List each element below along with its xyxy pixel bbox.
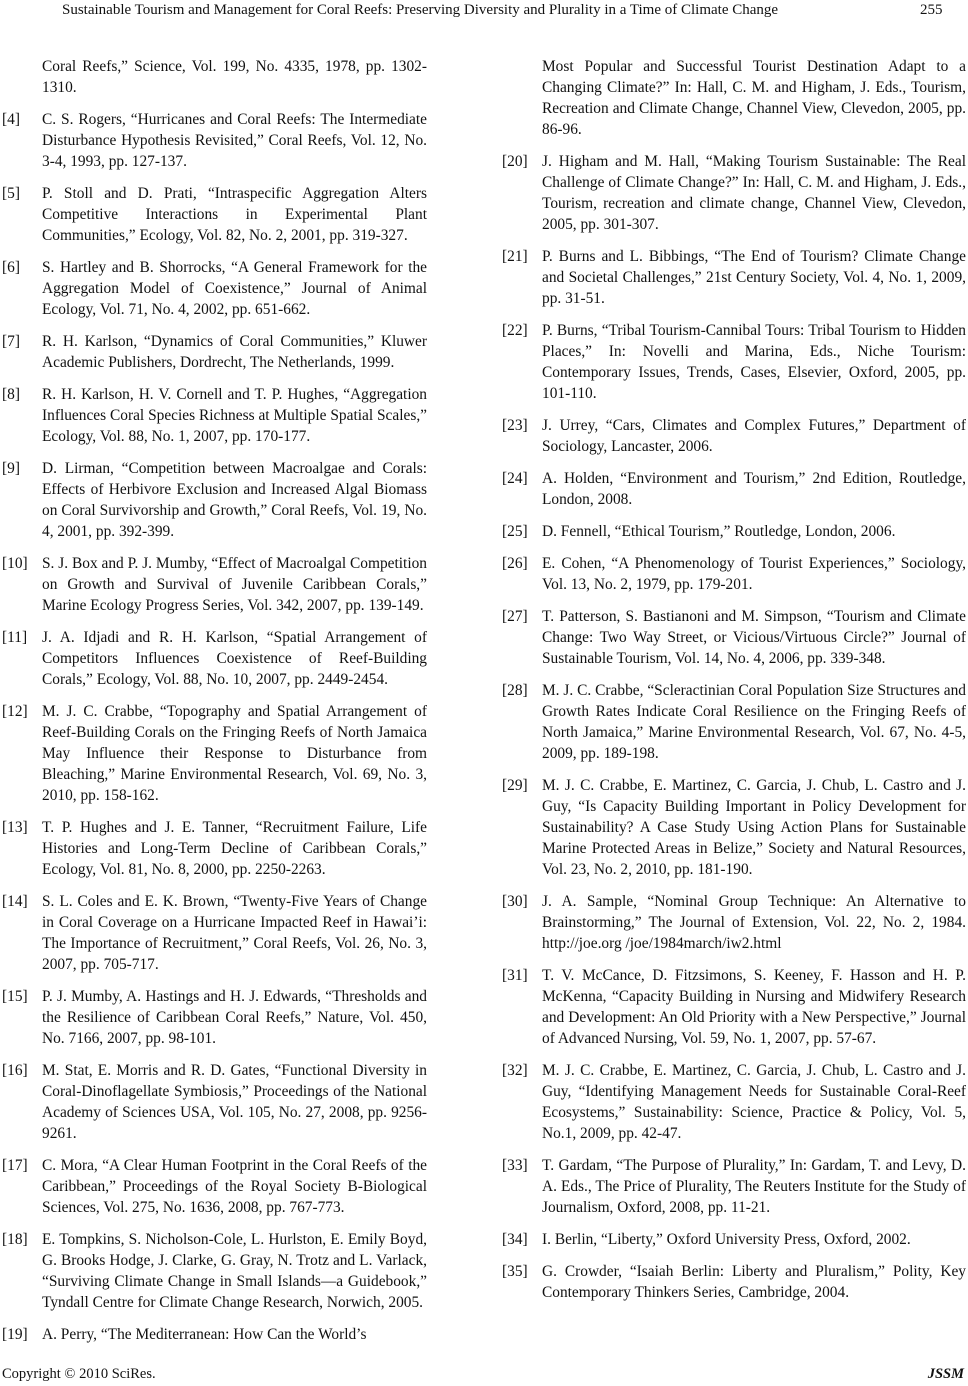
reference-item: [18] E. Tompkins, S. Nicholson-Cole, L. Hurlston, E. Emily Boyd, G. Brooks Hodge, J. Clarke, G. Gray, N. Trotz and L. Varlack, “Surviving Climate Change in Small Islands―a Guidebook,” Tyndall Centre for Climate Change Research, Norwich, 2005.: [2, 1231, 427, 1311]
reference-item: [24] A. Holden, “Environment and Tourism,” 2nd Edition, Routledge, London, 2008.: [502, 470, 966, 508]
reference-item: [28] M. J. C. Crabbe, “Scleractinian Coral Population Size Structures and Growth Rates Indicate Coral Resilience on the Fringing Reefs of North Jamaica,” Marine Environmental Research, Vol. 67, No. 4-5, 2009, pp. 189-198.: [502, 682, 966, 762]
reference-item: [16] M. Stat, E. Morris and R. D. Gates, “Functional Diversity in Coral-Dinoflagellate Symbiosis,” Proceedings of the National Academy of Sciences USA, Vol. 105, No. 27, 2008, pp. 9256-9261.: [2, 1062, 427, 1142]
reference-item: [5] P. Stoll and D. Prati, “Intraspecific Aggregation Alters Competitive Interactions in Experimental Plant Communities,” Ecology, Vol. 82, No. 2, 2001, pp. 319-327.: [2, 185, 427, 244]
reference-item: [9] D. Lirman, “Competition between Macroalgae and Corals: Effects of Herbivore Exclusion and Increased Algal Biomass on Coral Survivorship and Growth,” Coral Reefs, Vol. 19, No. 4, 2001, pp. 392-399.: [2, 460, 427, 540]
reference-item: [8] R. H. Karlson, H. V. Cornell and T. P. Hughes, “Aggregation Influences Coral Species Richness at Multiple Spatial Scales,” Ecology, Vol. 88, No. 1, 2007, pp. 170-177.: [2, 386, 427, 445]
reference-item: [15] P. J. Mumby, A. Hastings and H. J. Edwards, “Thresholds and the Resilience of Caribbean Coral Reefs,” Nature, Vol. 450, No. 7166, 2007, pp. 98-101.: [2, 988, 427, 1047]
reference-item: [34] I. Berlin, “Liberty,” Oxford University Press, Oxford, 2002.: [502, 1231, 911, 1248]
page-number: 255: [920, 2, 943, 18]
reference-item: [22] P. Burns, “Tribal Tourism-Cannibal Tours: Tribal Tourism to Hidden Places,” In: Novelli and Marina, Eds., Niche Tourism: Contemporary Issues, Trends, Cases, Elsevier, Oxford, 2005, pp. 101-110.: [502, 322, 966, 402]
reference-item: [32] M. J. C. Crabbe, E. Martinez, C. Garcia, J. Chub, L. Castro and J. Guy, “Identifying Management Needs for Sustainable Coral-Reef Ecosystems,” Sustainability: Science, Practice & Policy, Vol. 5, No.1, 2009, pp. 42-47.: [502, 1062, 966, 1142]
reference-item: [21] P. Burns and L. Bibbings, “The End of Tourism? Climate Change and Societal Challenges,” 21st Century Society, Vol. 4, No. 1, 2009, pp. 31-51.: [502, 248, 966, 307]
reference-item: [27] T. Patterson, S. Bastianoni and M. Simpson, “Tourism and Climate Change: Two Way Street, or Vicious/Virtuous Circle?” Journal of Sustainable Tourism, Vol. 14, No. 4, 2006, pp. 339-348.: [502, 608, 966, 667]
reference-item: [13] T. P. Hughes and J. E. Tanner, “Recruitment Failure, Life Histories and Long-Term Decline of Caribbean Corals,” Ecology, Vol. 81, No. 8, 2000, pp. 2250-2263.: [2, 819, 427, 878]
reference-item: [29] M. J. C. Crabbe, E. Martinez, C. Garcia, J. Chub, L. Castro and J. Guy, “Is Capacity Building Important in Policy Development for Sustainability? A Case Study Using Action Plans for Sustainable Marine Protected Areas in Belize,” Society and Natural Resources, Vol. 23, No. 2, 2010, pp. 181-190.: [502, 777, 966, 878]
reference-item: [7] R. H. Karlson, “Dynamics of Coral Communities,” Kluwer Academic Publishers, Dordrecht, The Netherlands, 1999.: [2, 333, 427, 371]
reference-item: [12] M. J. C. Crabbe, “Topography and Spatial Arrangement of Reef-Building Corals on the Fringing Reefs of North Jamaica May Influence their Response to Disturbance from Bleaching,” Marine Environmental Research, Vol. 69, No. 3, 2010, pp. 158-162.: [2, 703, 427, 804]
reference-item: [30] J. A. Sample, “Nominal Group Technique: An Alternative to Brainstorming,” The Journal of Extension, Vol. 22, No. 2, 1984. http://joe.org /joe/1984march/iw2.html: [502, 893, 966, 952]
reference-item: [10] S. J. Box and P. J. Mumby, “Effect of Macroalgal Competition on Growth and Survival of Juvenile Caribbean Corals,” Marine Ecology Progress Series, Vol. 342, 2007, pp. 139-149.: [2, 555, 427, 614]
reference-item: [25] D. Fennell, “Ethical Tourism,” Routledge, London, 2006.: [502, 523, 896, 540]
reference-item: Coral Reefs,” Science, Vol. 199, No. 4335, 1978, pp. 1302-1310.: [42, 58, 427, 96]
reference-item: [33] T. Gardam, “The Purpose of Plurality,” In: Gardam, T. and Levy, D. A. Eds., The Price of Plurality, The Reuters Institute for the Study of Journalism, Oxford, 2008, pp. 11-21.: [502, 1157, 966, 1216]
running-title: Sustainable Tourism and Management for Coral Reefs: Preserving Diversity and Plurality in a Time of Climate Change: [62, 2, 779, 18]
reference-item: [17] C. Mora, “A Clear Human Footprint in the Coral Reefs of the Caribbean,” Proceedings of the Royal Society B-Biological Sciences, Vol. 275, No. 1636, 2008, pp. 767-773.: [2, 1157, 427, 1216]
reference-item: [14] S. L. Coles and E. K. Brown, “Twenty-Five Years of Change in Coral Coverage on a Hurricane Impacted Reef in Hawai’i: The Importance of Recruitment,” Coral Reefs, Vol. 26, No. 3, 2007, pp. 705-717.: [2, 893, 427, 973]
reference-item: [4] C. S. Rogers, “Hurricanes and Coral Reefs: The Intermediate Disturbance Hypothesis Revisited,” Coral Reefs, Vol. 12, No. 3-4, 1993, pp. 127-137.: [2, 111, 427, 170]
reference-item: [35] G. Crowder, “Isaiah Berlin: Liberty and Pluralism,” Polity, Key Contemporary Thinkers Series, Cambridge, 2004.: [502, 1263, 966, 1301]
reference-item: [31] T. V. McCance, D. Fitzsimons, S. Keeney, F. Hasson and H. P. McKenna, “Capacity Building in Nursing and Midwifery Research and Development: An Old Priority with a New Perspective,” Journal of Advanced Nursing, Vol. 59, No. 1, 2007, pp. 57-67.: [502, 967, 966, 1047]
reference-item: Most Popular and Successful Tourist Destination Adapt to a Changing Climate?” In: Hall, C. M. and Higham, J. Eds., Tourism, Recreation and Climate Change, Channel View, Clevedon, 2005, pp. 86-96.: [542, 58, 966, 138]
copyright-notice: Copyright © 2010 SciRes.: [2, 1366, 156, 1382]
running-header: [0, 0, 968, 28]
reference-item: [11] J. A. Idjadi and R. H. Karlson, “Spatial Arrangement of Competitors Influences Coexistence of Reef-Building Corals,” Ecology, Vol. 88, No. 10, 2007, pp. 2449-2454.: [2, 629, 427, 688]
references-left-column: [2, 56, 427, 1356]
reference-item: [20] J. Higham and M. Hall, “Making Tourism Sustainable: The Real Challenge of Climate Change?” In: Hall, C. M. and Higham, J. Eds., Tourism, recreation and climate change, Channel View, Clevedon, 2005, pp. 301-307.: [502, 153, 966, 233]
reference-item: [19] A. Perry, “The Mediterranean: How Can the World’s: [2, 1326, 367, 1343]
page-footer: [0, 1365, 968, 1385]
references-right-column: [502, 56, 966, 1314]
journal-abbreviation: JSSM: [927, 1366, 964, 1382]
reference-item: [6] S. Hartley and B. Shorrocks, “A General Framework for the Aggregation Model of Coexistence,” Journal of Animal Ecology, Vol. 71, No. 4, 2002, pp. 651-662.: [2, 259, 427, 318]
reference-item: [26] E. Cohen, “A Phenomenology of Tourist Experiences,” Sociology, Vol. 13, No. 2, 1979, pp. 179-201.: [502, 555, 966, 593]
reference-item: [23] J. Urrey, “Cars, Climates and Complex Futures,” Department of Sociology, Lancaster, 2006.: [502, 417, 966, 455]
